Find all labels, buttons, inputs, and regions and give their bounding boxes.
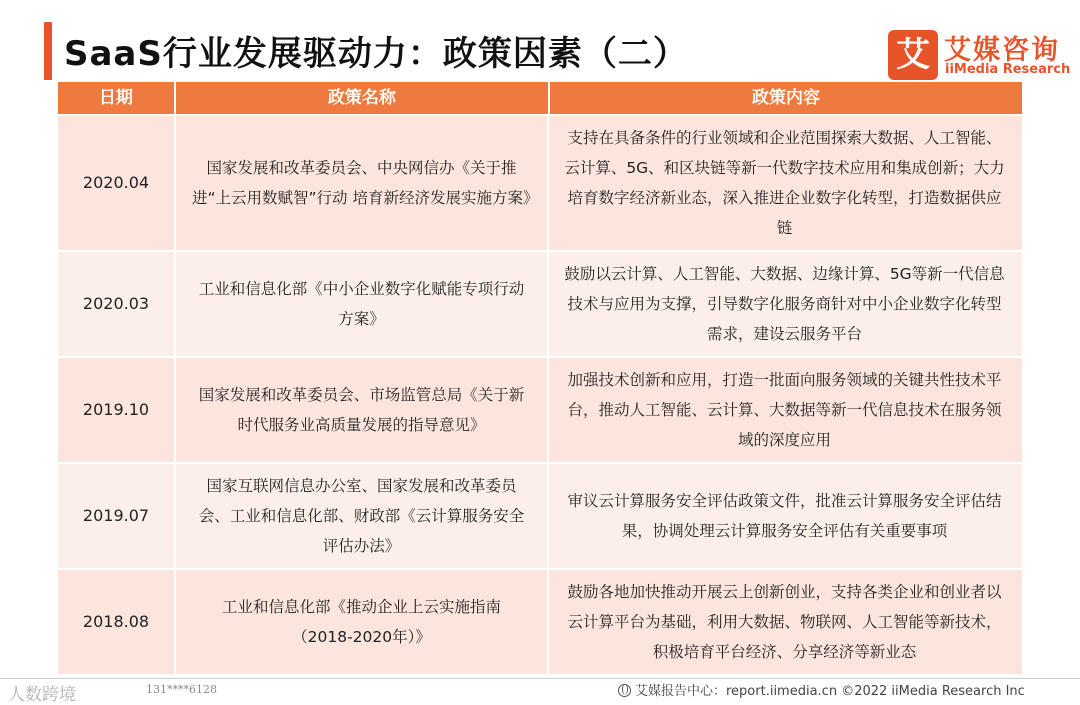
cell-policy-content: 加强技术创新和应用，打造一批面向服务领域的关键共性技术平台，推动人工智能、云计算、大数据等新一代信息技术在服务领域的深度应用: [547, 358, 1020, 462]
table-row: [58, 568, 1022, 674]
logo-mark-icon: 艾: [888, 30, 938, 80]
policy-table: [58, 82, 1022, 674]
cell-date: 2020.03: [82, 294, 150, 313]
cell-policy-name: 工业和信息化部《中小企业数字化赋能专项行动方案》: [174, 252, 547, 356]
column-header-policy-content: 政策内容: [548, 82, 1022, 114]
logo-english-name: iiMedia Research: [945, 62, 1071, 77]
cell-policy-name: 国家互联网信息办公室、国家发展和改革委员会、工业和信息化部、财政部《云计算服务安全评估办法》: [174, 464, 547, 568]
cell-policy-name: 工业和信息化部《推动企业上云实施指南（2018-2020年）》: [174, 570, 547, 674]
title-accent-bar: [44, 22, 52, 80]
footer-source: [618, 680, 1025, 699]
cell-policy-name: 国家发展和改革委员会、中央网信办《关于推进“上云用数赋智”行动 培育新经济发展实施方案》: [174, 116, 547, 250]
page-title: SaaS行业发展驱动力：政策因素（二）: [64, 34, 688, 74]
table-row: [58, 114, 1022, 250]
table-row: [58, 462, 1022, 568]
cell-date: 2018.08: [82, 612, 150, 631]
cell-policy-content: 支持在具备条件的行业领域和企业范围探索大数据、人工智能、云计算、5G、和区块链等新一代数字技术应用和集成创新；大力培育数字经济新业态，深入推进企业数字化转型，打造数据供应链: [547, 116, 1020, 250]
cell-policy-content: 鼓励以云计算、人工智能、大数据、边缘计算、5G等新一代信息技术与应用为支撑，引导数字化服务商针对中小企业数字化转型需求，建设云服务平台: [547, 252, 1020, 356]
cell-date: 2019.10: [82, 400, 150, 419]
footer: [0, 678, 1080, 705]
cell-date: 2020.04: [82, 173, 150, 192]
brand-logo: [888, 30, 1071, 80]
watermark-text: 人数跨境: [8, 685, 76, 705]
cell-policy-name: 国家发展和改革委员会、市场监管总局《关于新时代服务业高质量发展的指导意见》: [174, 358, 547, 462]
footer-divider: [0, 678, 1080, 679]
column-header-policy-name: 政策名称: [174, 82, 548, 114]
column-header-date: 日期: [98, 88, 133, 108]
cell-policy-content: 审议云计算服务安全评估政策文件，批准云计算服务安全评估结果，协调处理云计算服务安全评估有关重要事项: [547, 464, 1020, 568]
cell-policy-content: 鼓励各地加快推动开展云上创新创业，支持各类企业和创业者以云计算平台为基础，利用大数据、物联网、人工智能等新技术，积极培育平台经济、分享经济等新业态: [547, 570, 1020, 674]
table-row: [58, 356, 1022, 462]
globe-icon: [618, 684, 631, 697]
cell-date: 2019.07: [82, 506, 150, 525]
table-header: [58, 82, 1022, 114]
table-row: [58, 250, 1022, 356]
logo-chinese-name: 艾媒咨询: [944, 35, 1060, 66]
watermark-id: 131****6128: [146, 683, 217, 696]
footer-source-text: 艾媒报告中心：report.iimedia.cn ©2022 iiMedia Research Inc: [635, 684, 1025, 699]
